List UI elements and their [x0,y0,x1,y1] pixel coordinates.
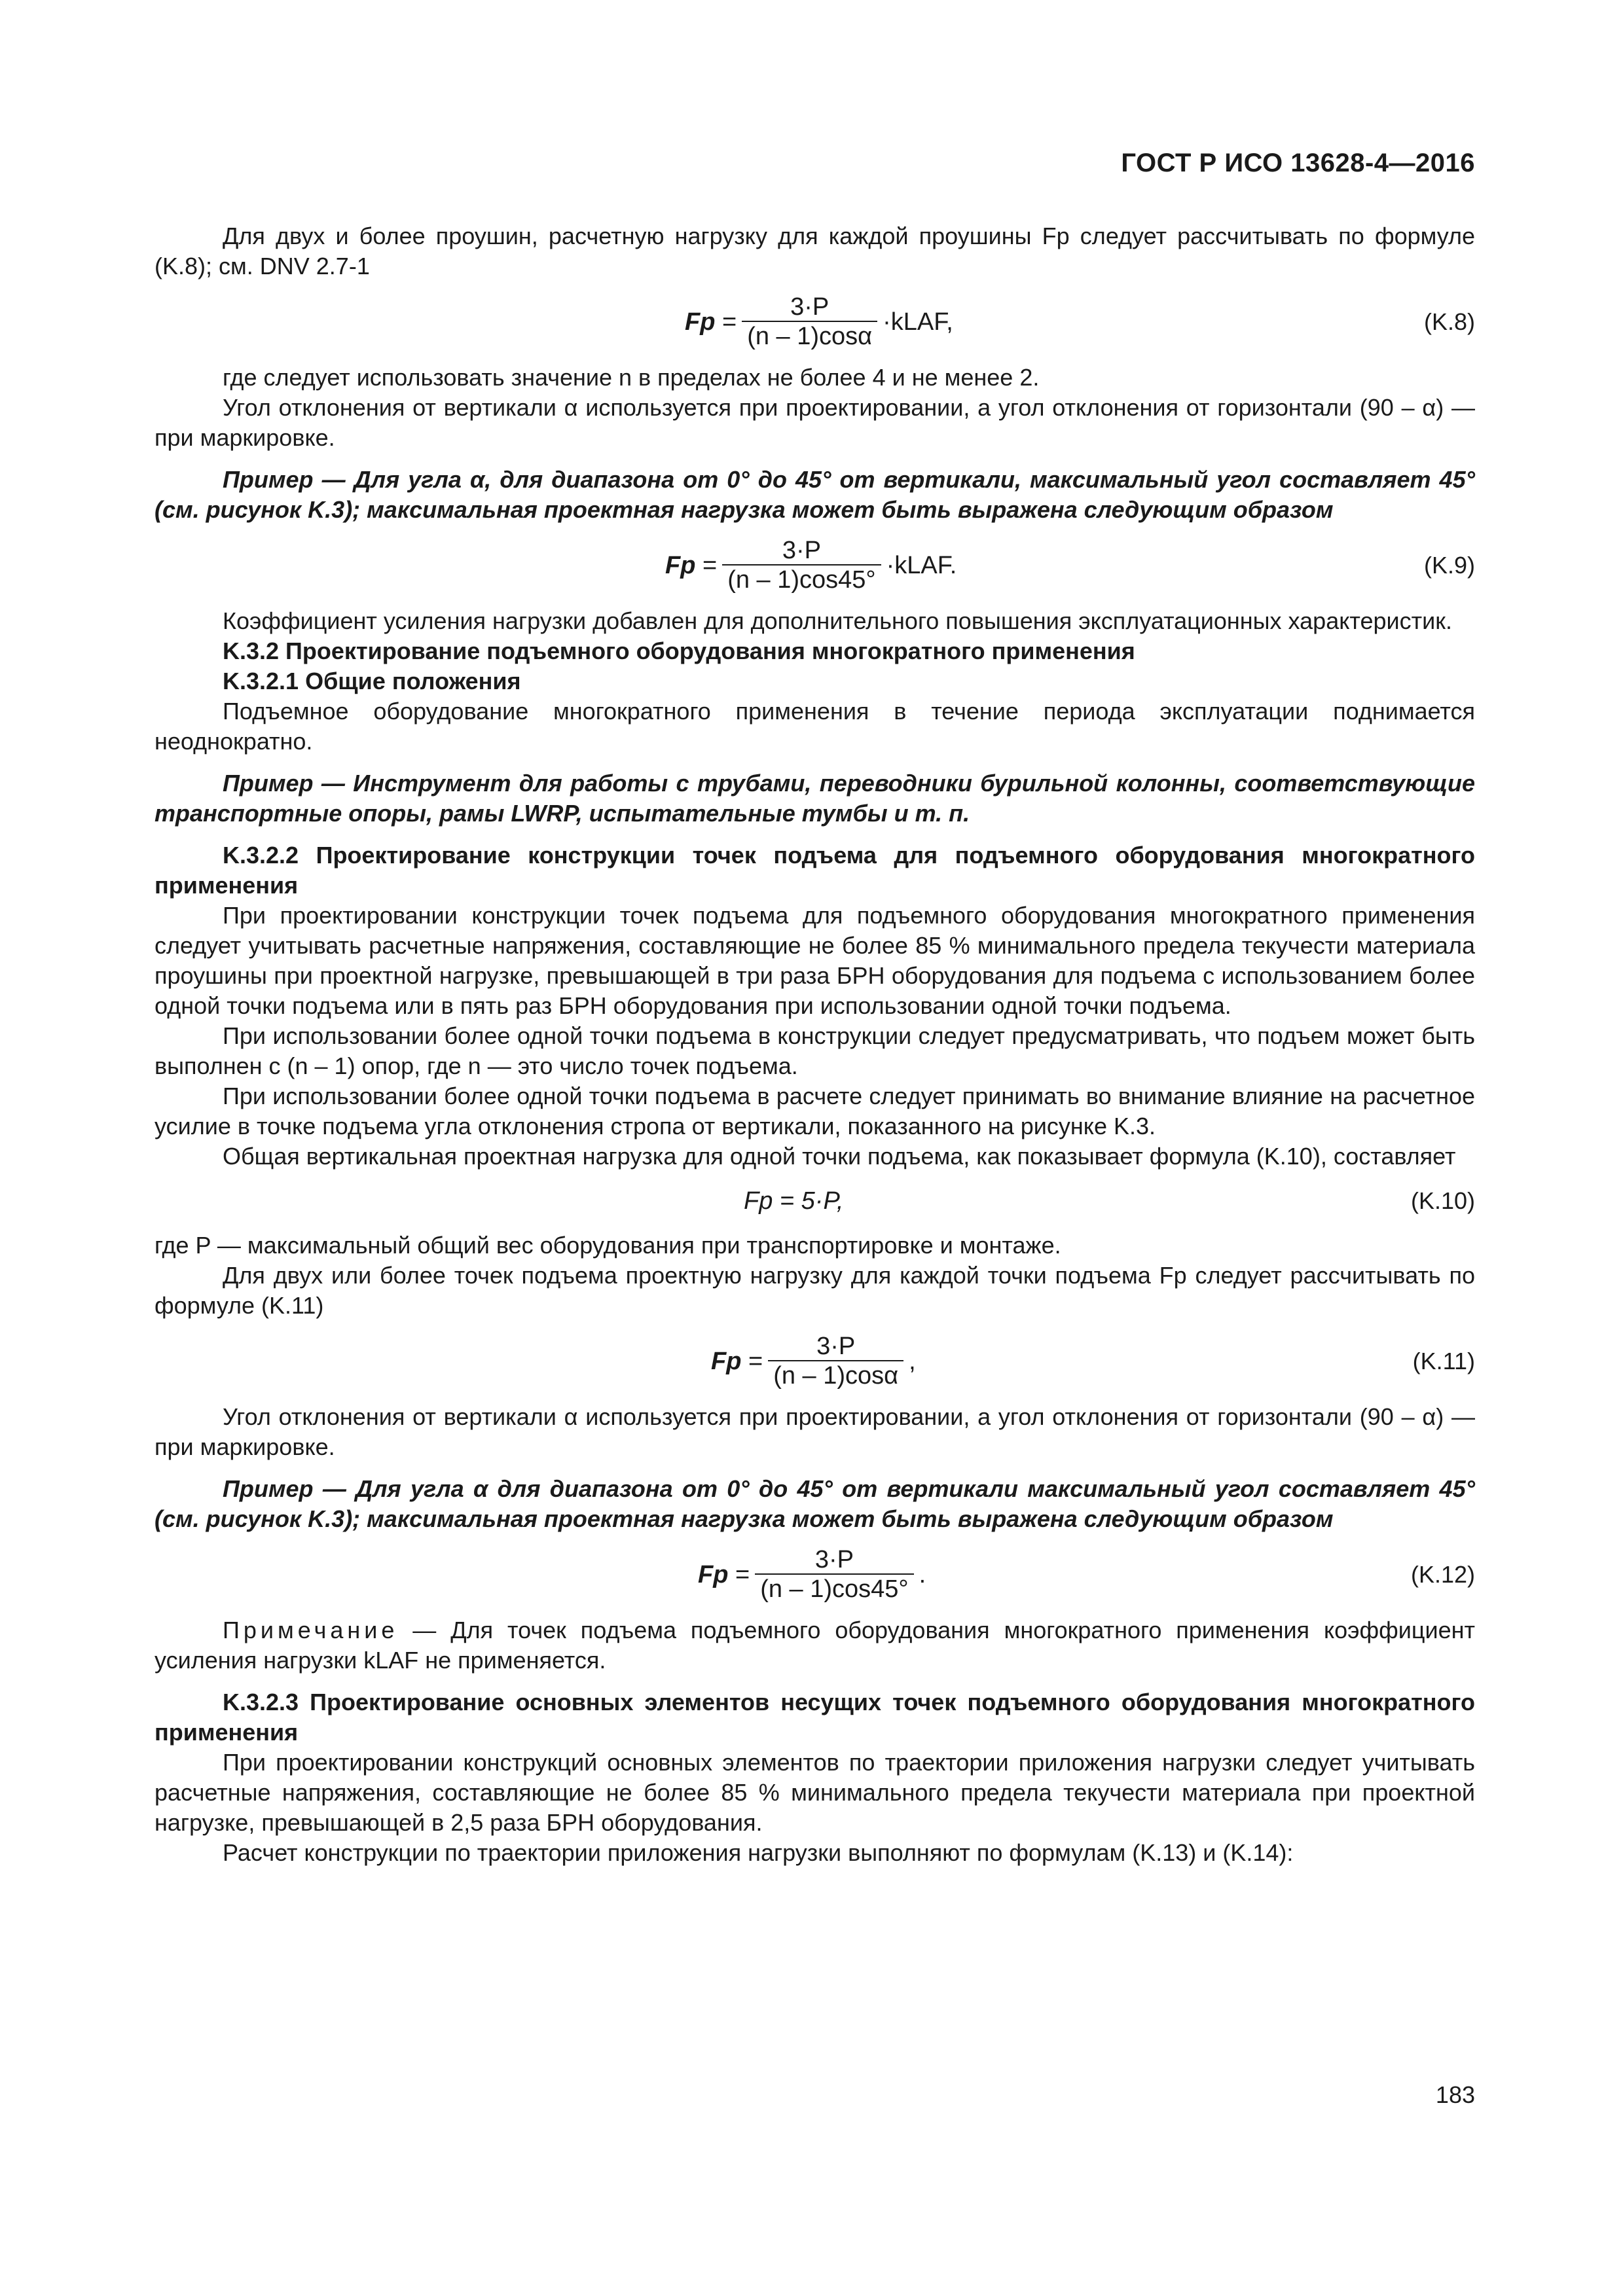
equation-k12: Fp = $\frac{3\cdot P}{(n - 1)\cos 45^\circ}$ . (K.12) [698,1546,1475,1603]
equation-number: (K.8) [1423,308,1475,335]
equation-number: (K.12) [1410,1561,1475,1588]
equation-k11: Fp = $\frac{3\cdot P}{(n - 1)\cos\alpha}$ , (K.11) [711,1333,1475,1390]
paragraph: где следует использовать значение n в пределах не более 4 и не менее 2. [223,364,1040,391]
paragraph: Общая вертикальная проектная нагрузка для одной точки подъема, как показывает формула (K.10), составляет [223,1143,1456,1170]
formula-lhs: Fp [685,308,716,336]
paragraph: Расчет конструкции по траектории приложения нагрузки выполняют по формулам (K.13) и (K.14): [223,1839,1294,1866]
formula-denominator: (n – 1)cosα [768,1360,903,1390]
document-header: ГОСТ Р ИСО 13628-4—2016 [1121,149,1475,177]
equation-number: (K.11) [1412,1348,1475,1374]
example-paragraph: Пример — Для угла α, для диапазона от 0° до 45° от вертикали, максимальный угол составляет 45° (см. рисунок K.3); максимальная проектная нагрузка может быть выражена следующим образом [155,466,1475,523]
formula-lhs: Fp [698,1561,729,1588]
paragraph: Для двух или более точек подъема проектную нагрузку для каждой точки подъема Fp следует рассчитывать по формуле (K.11) [155,1262,1476,1319]
paragraph: где P — максимальный общий вес оборудования при транспортировке и монтаже. [155,1232,1061,1259]
formula-denominator: (n – 1)cos45° [722,564,881,594]
paragraph: Угол отклонения от вертикали α используется при проектировании, а угол отклонения от горизонтали (90 – α) — при маркировке. [155,1403,1475,1460]
formula-tail: , [909,1348,916,1375]
equation-k9: Fp = $\frac{3\cdot P}{(n - 1)\cos 45^\circ}$ ·kLAF. (K.9) [665,537,1475,594]
paragraph: Коэффициент усиления нагрузки добавлен для дополнительного повышения эксплуатационных характеристик. [223,607,1452,634]
formula-denominator: (n – 1)cosα [742,321,877,351]
paragraph: При использовании более одной точки подъема в конструкции следует предусматривать, что подъем может быть выполнен с (n – 1) опор, где n — это число точек подъема. [155,1022,1475,1079]
paragraph: Угол отклонения от вертикали α используется при проектировании, а угол отклонения от горизонтали (90 – α) — при маркировке. [155,394,1475,451]
equation-k8: Fp = $\frac{3\cdot P}{(n - 1)\cos\alpha}$ ·kLAF, (K.8) [685,293,1475,350]
equation-number: (K.10) [1410,1187,1475,1214]
formula-numerator: 3·P [790,293,830,321]
formula-denominator: (n – 1)cos45° [755,1573,913,1604]
formula-tail: ·kLAF, [883,308,953,336]
note-label: Примечание [223,1617,399,1643]
document-body [155,221,1475,1868]
section-heading: K.3.2 Проектирование подъемного оборудования многократного применения [223,637,1135,664]
formula-text: Fp = 5·P, [744,1187,844,1215]
section-heading: K.3.2.2 Проектирование конструкции точек подъема для подъемного оборудования многократного применения [155,842,1475,899]
formula-numerator: 3·P [816,1333,856,1360]
equation-k10 [155,1172,1475,1230]
page-number: 183 [1435,2081,1475,2108]
formula-numerator: 3·P [782,537,821,564]
paragraph: При проектировании конструкций основных элементов по траектории приложения нагрузки следует учитывать расчетные напряжения, составляющие не более 85 % минимального предела текучести материала при проектной нагрузке, превышающей в 2,5 раза БРН оборудования. [155,1749,1475,1836]
paragraph: При использовании более одной точки подъема в расчете следует принимать во внимание влияние на расчетное усилие в точке подъема угла отклонения стропа от вертикали, показанного на рисунке K.3. [155,1083,1475,1139]
example-paragraph: Пример — Инструмент для работы с трубами, переводники бурильной колонны, соответствующие транспортные опоры, рамы LWRP, испытательные тумбы и т. п. [155,770,1475,827]
note-paragraph [155,1615,1475,1676]
formula-lhs: Fp [665,552,696,579]
note-text: — Для точек подъема подъемного оборудования многократного применения коэффициент усиления нагрузки kLAF не применяется. [155,1617,1475,1674]
paragraph: Для двух и более проушин, расчетную нагрузку для каждой проушины Fp следует рассчитывать по формуле (K.8); см. DNV 2.7-1 [155,223,1475,279]
formula-tail: ·kLAF. [886,552,957,579]
formula-lhs: Fp [711,1348,742,1375]
paragraph: Подъемное оборудование многократного применения в течение периода эксплуатации поднимается неоднократно. [155,698,1475,755]
section-heading: K.3.2.3 Проектирование основных элементов несущих точек подъемного оборудования многократного применения [155,1689,1475,1746]
equation-number: (K.9) [1423,552,1475,579]
section-heading: K.3.2.1 Общие положения [223,668,521,694]
example-paragraph: Пример — Для угла α для диапазона от 0° до 45° от вертикали максимальный угол составляет 45° (см. рисунок K.3); максимальная проектная нагрузка может быть выражена следующим образом [155,1475,1475,1532]
formula-numerator: 3·P [814,1546,854,1573]
paragraph: При проектировании конструкции точек подъема для подъемного оборудования многократного применения следует учитывать расчетные напряжения, составляющие не более 85 % минимального предела текучести материала проушины при проектной нагрузке, превышающей в три раза БРН оборудования для подъема с использованием более одной точки подъема или в пять раз БРН оборудования при использовании одной точки подъема. [155,902,1475,1019]
formula-tail: . [919,1561,926,1588]
